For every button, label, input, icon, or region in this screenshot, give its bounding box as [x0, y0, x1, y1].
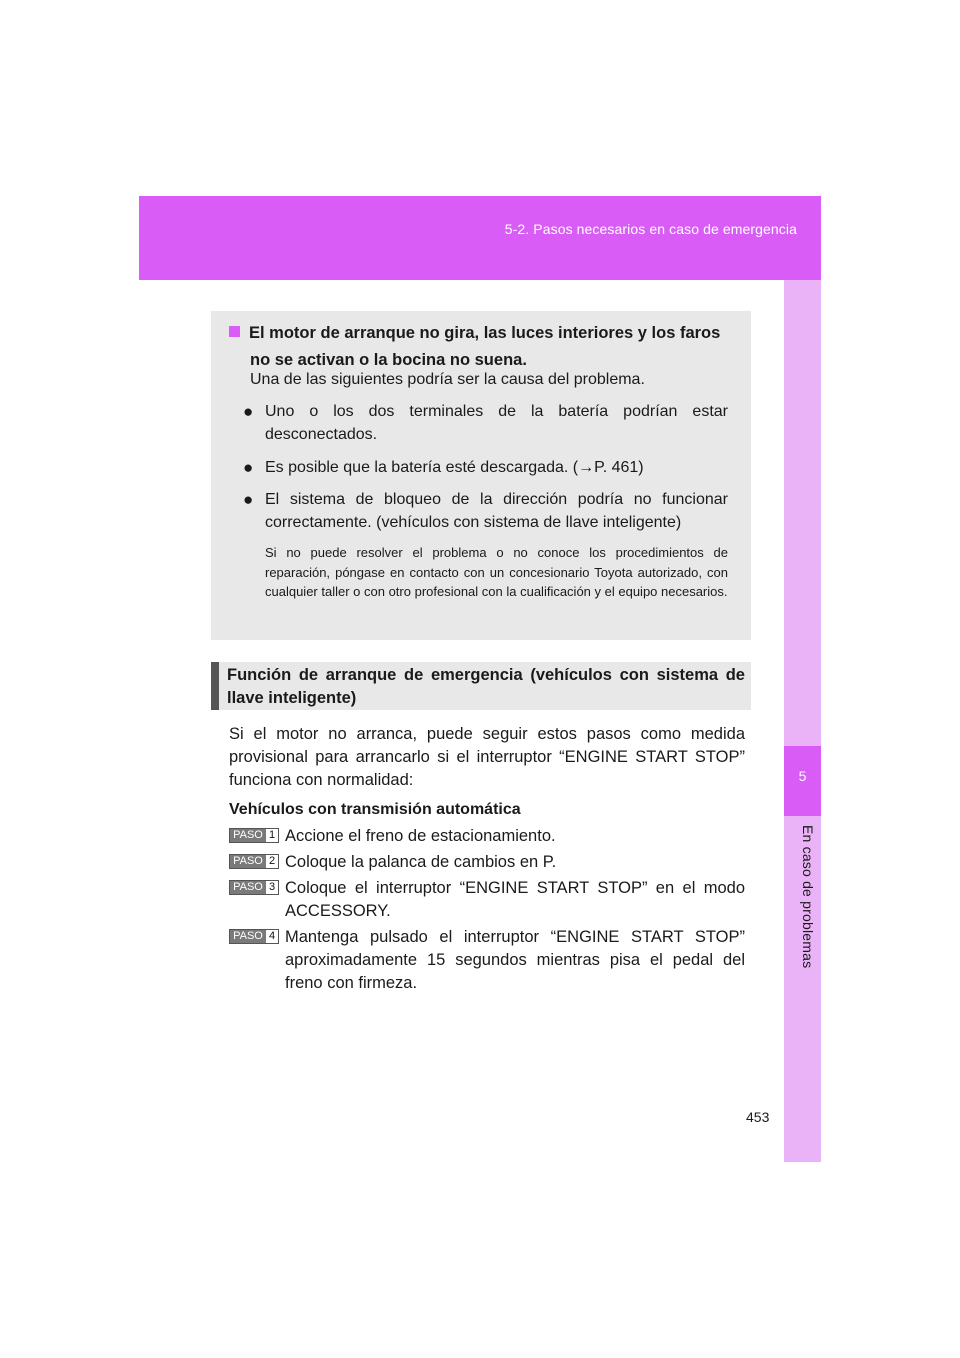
section-subheading: Vehículos con transmisión automática: [229, 801, 521, 818]
bullet-dot-icon: ●: [243, 458, 254, 477]
list-item-text: Uno o los dos terminales de la batería podrían estar desconectados.: [265, 403, 728, 443]
step-badge: [229, 854, 279, 869]
section-title-bar: [211, 662, 751, 710]
step-text: Coloque el interruptor “ENGINE START STOP” en el modo ACCESSORY.: [285, 879, 745, 920]
bullet-dot-icon: ●: [243, 402, 254, 421]
info-heading-line1: El motor de arranque no gira, las luces interiores y los faros: [249, 324, 721, 342]
step-item: [229, 851, 745, 874]
bullet-dot-icon: ●: [243, 490, 254, 509]
step-badge-label: PASO: [230, 881, 266, 894]
section-intro: Si el motor no arranca, puede seguir estos pasos como medida provisional para arrancarlo si el interruptor “ENGINE START STOP” funciona con normalidad:: [229, 725, 745, 789]
step-badge-number: 3: [268, 881, 276, 893]
step-badge-label: PASO: [230, 855, 266, 868]
info-heading: [229, 320, 729, 374]
list-item: [243, 456, 728, 479]
step-text: Coloque la palanca de cambios en P.: [285, 853, 557, 871]
section-breadcrumb: 5-2. Pasos necesarios en caso de emergencia: [504, 221, 797, 237]
section-title: Función de arranque de emergencia (vehículos con sistema de llave inteligente): [227, 666, 745, 707]
step-badge-number: 2: [268, 855, 276, 867]
section-header-band: [139, 196, 821, 280]
list-item-text: Es posible que la batería esté descargada. (→P. 461): [265, 459, 644, 476]
page-number: 453: [746, 1109, 770, 1125]
list-item: [243, 488, 728, 534]
info-heading-line2: no se activan o la bocina no suena.: [250, 351, 527, 369]
step-text: Mantenga pulsado el interruptor “ENGINE START STOP” aproximadamente 15 segundos mientras pisa el pedal del freno con firmeza.: [285, 928, 745, 992]
chapter-title: En caso de problemas: [800, 825, 816, 969]
chapter-tab-active: [784, 746, 821, 816]
step-badge: [229, 929, 279, 944]
step-badge-label: PASO: [230, 829, 266, 842]
info-box: [211, 311, 751, 640]
step-item: [229, 877, 745, 923]
step-badge-number: 1: [268, 829, 276, 841]
info-note: Si no puede resolver el problema o no conoce los procedimientos de reparación, póngase en contacto con un concesionario Toyota autorizado, con cualquier taller o con otro profesional con la cualificación y el equipo necesarios.: [265, 545, 728, 599]
step-text: Accione el freno de estacionamiento.: [285, 827, 556, 845]
chapter-number: 5: [798, 768, 807, 784]
chapter-side-tab: [784, 280, 821, 1162]
list-item-text: El sistema de bloqueo de la dirección podría no funcionar correctamente. (vehículos con sistema de llave inteligente): [265, 491, 728, 531]
step-badge-number: 4: [268, 930, 276, 942]
step-badge: [229, 828, 279, 843]
list-item: [243, 400, 728, 446]
info-cause: Una de las siguientes podría ser la causa del problema.: [250, 371, 645, 388]
step-badge: [229, 880, 279, 895]
step-badge-label: PASO: [230, 930, 266, 943]
square-bullet-icon: [229, 326, 240, 337]
step-item: [229, 825, 745, 848]
step-item: [229, 926, 745, 995]
